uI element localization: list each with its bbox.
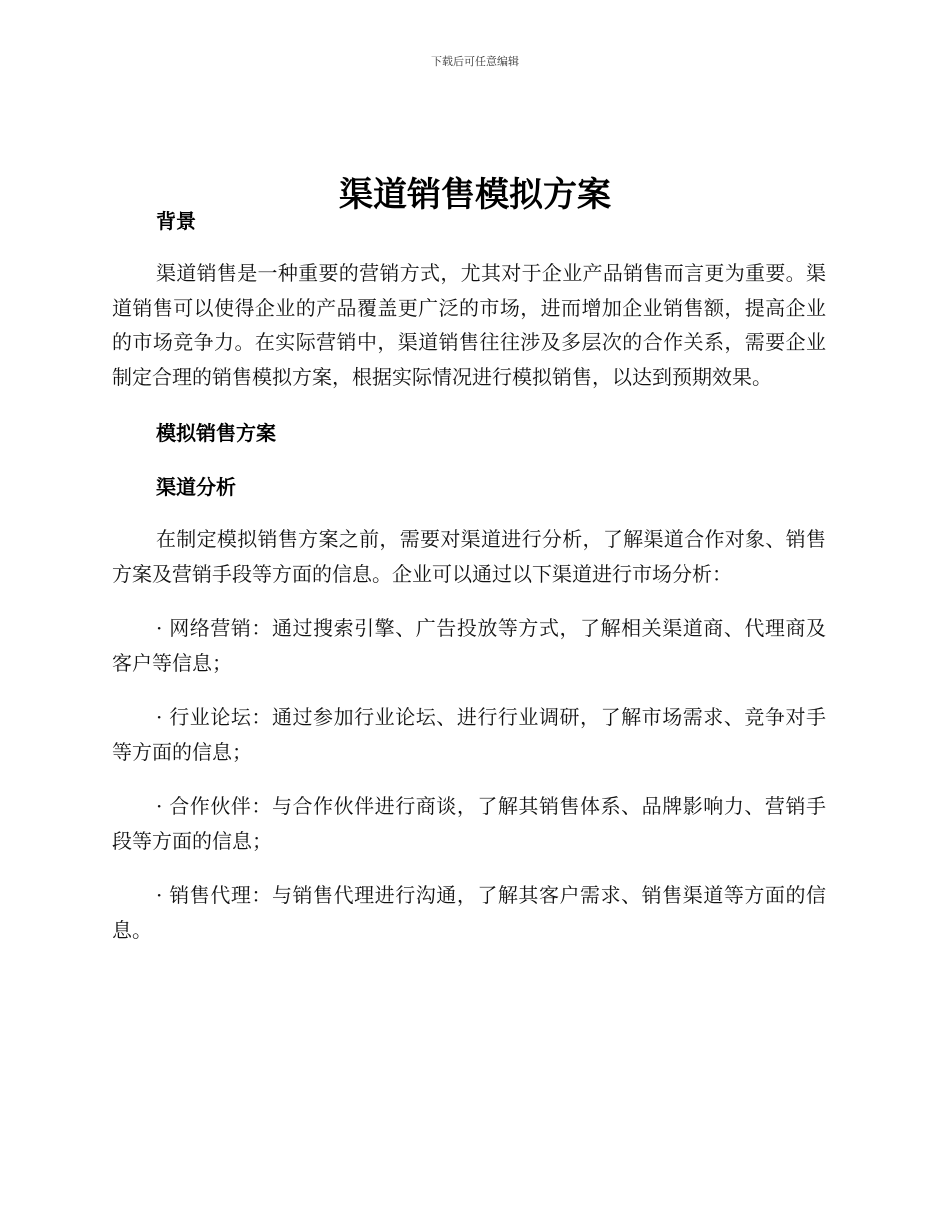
list-item-sales-agents: · 销售代理：与销售代理进行沟通，了解其客户需求、销售渠道等方面的信息。 [112,883,826,942]
document-title: 渠道销售模拟方案 [339,174,611,215]
section-heading-plan: 模拟销售方案 [156,421,276,445]
list-item-online-marketing: · 网络营销：通过搜索引擎、广告投放等方式，了解相关渠道商、代理商及客户等信息； [112,616,826,675]
document-body [112,202,826,947]
section-heading-background: 背景 [156,209,196,233]
header-note: 下载后可任意编辑 [431,55,519,68]
section-heading-channel-analysis: 渠道分析 [156,475,236,499]
list-item-industry-forum: · 行业论坛：通过参加行业论坛、进行行业调研，了解市场需求、竞争对手等方面的信息； [112,705,826,764]
background-paragraph: 渠道销售是一种重要的营销方式，尤其对于企业产品销售而言更为重要。渠道销售可以使得企业的产品覆盖更广泛的市场，进而增加企业销售额，提高企业的市场竞争力。在实际营销中，渠道销售往往涉及多层次的合作关系，需要企业制定合理的销售模拟方案，根据实际情况进行模拟销售，以达到预期效果。 [112,261,826,389]
list-item-partners: · 合作伙伴：与合作伙伴进行商谈，了解其销售体系、品牌影响力、营销手段等方面的信息； [112,794,826,853]
channel-analysis-intro: 在制定模拟销售方案之前，需要对渠道进行分析，了解渠道合作对象、销售方案及营销手段等方面的信息。企业可以通过以下渠道进行市场分析： [112,527,826,586]
